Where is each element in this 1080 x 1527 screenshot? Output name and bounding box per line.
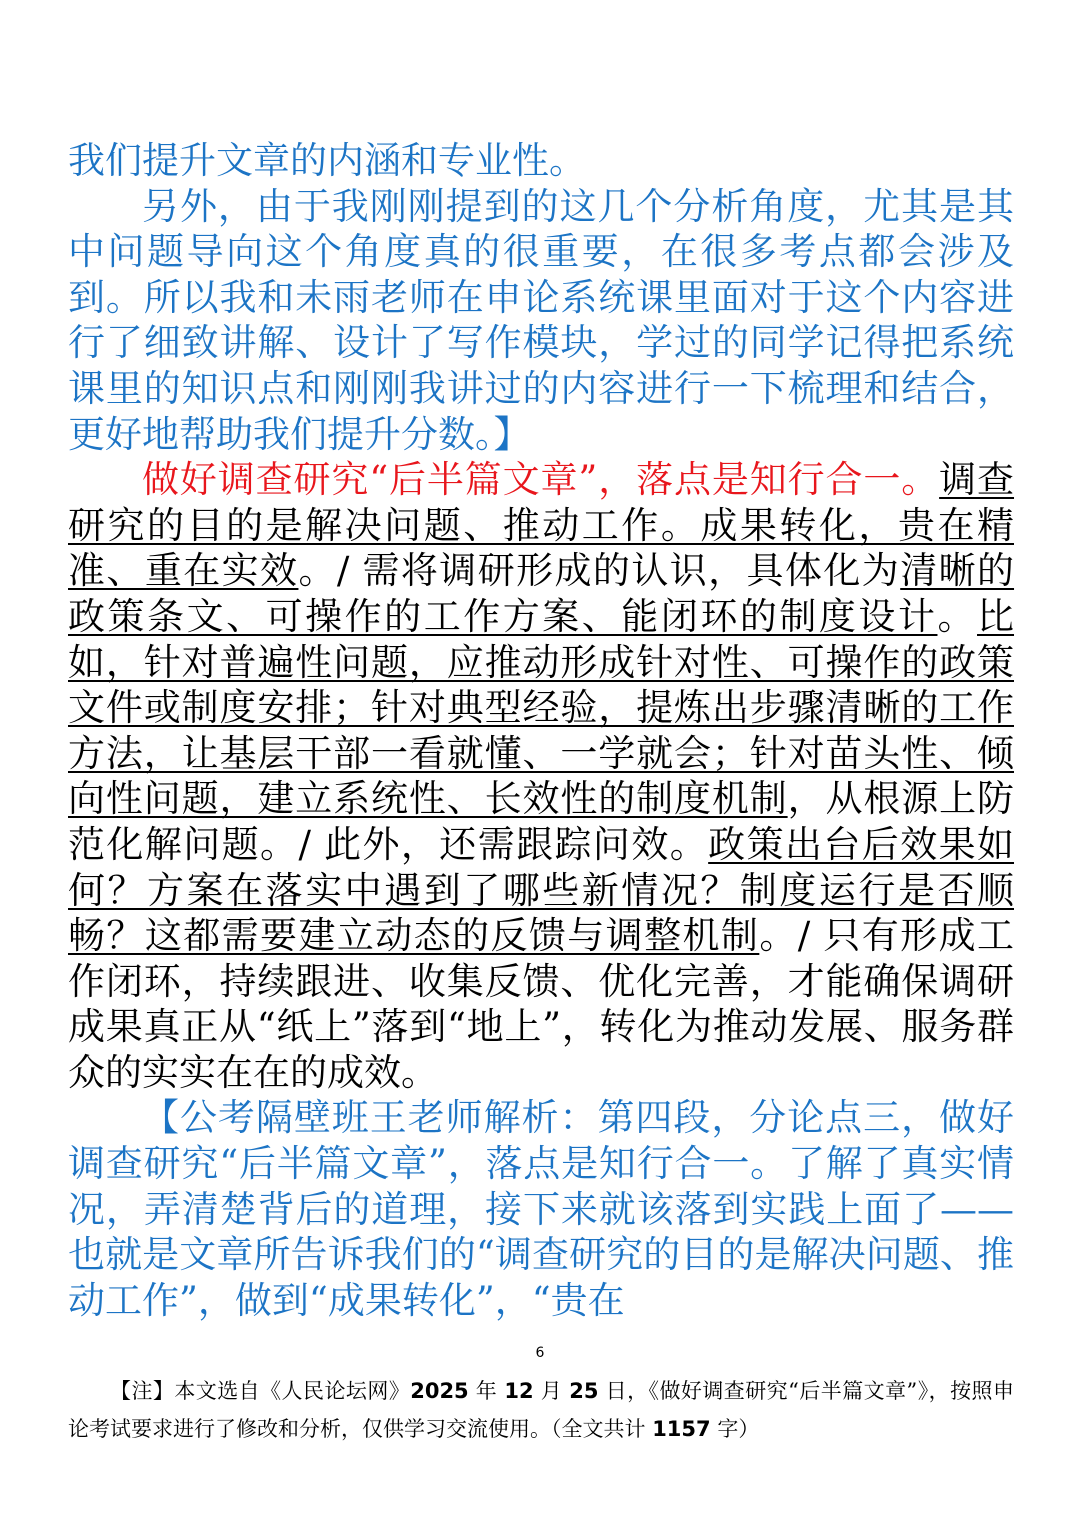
footnote-part-2: 年 xyxy=(468,1379,505,1403)
footnote-part-1: 【注】本文选自《人民论坛网》 xyxy=(110,1379,411,1403)
underlined-sentence-3: 比如，针对普遍性问题，应推动形成针对性、可操作的政策文件或制度安排；针对典型经验，提炼出步骤清晰的工作方法，让基层干部一看就懂、一学就会；针对苗头性、倾向性问题，建立系统性、长效性的制度机制 xyxy=(68,594,1015,821)
plain-text-2: 。 xyxy=(937,594,978,638)
article-paragraph-4 xyxy=(68,457,1014,1095)
page-number: 6 xyxy=(535,1345,545,1361)
footnote-year: 2025 xyxy=(410,1379,469,1403)
article-body xyxy=(68,138,1014,1323)
analysis-paragraph xyxy=(68,1095,1014,1323)
footnote-part-4: 日，《做好调查研究“后半篇文章”》，按照申论考试要求进行了修改和分析，仅供学习交流使用。（全文共计 xyxy=(68,1379,1014,1441)
footnote-text xyxy=(68,1372,1014,1448)
analysis-text: 【公考隔壁班王老师解析：第四段，分论点三，做好调查研究“后半篇文章”，落点是知行合一。了解了真实情况，弄清楚背后的道理，接下来就该落到实践上面了——也就是文章所告诉我们的“调查研究的目的是解决问题、推动工作”，做到“成果转化”，“贵在 xyxy=(68,1096,1014,1322)
underlined-sentence-4: 政策出台后效果如何？方案在落实中遇到了哪些新情况？制度运行是否顺畅？这都需要建立动态的反馈与调整机制 xyxy=(68,822,1015,958)
footnote-part-5: 字） xyxy=(710,1417,760,1441)
subpoint-heading: 做好调查研究“后半篇文章”，落点是知行合一。 xyxy=(142,458,940,502)
footnote-part-3: 月 xyxy=(533,1379,570,1403)
commentary-paragraph xyxy=(68,184,1014,458)
footnote-month: 12 xyxy=(504,1379,534,1403)
footnote-day: 25 xyxy=(569,1379,599,1403)
underlined-sentence-2: 清晰的政策条文、可操作的工作方案、能闭环的制度设计 xyxy=(68,549,1015,638)
plain-text-4: 。/ 只有形成工作闭环，持续跟进、收集反馈、优化完善，才能确保调研成果真正从“纸上”落到“地上”，转化为推动发展、服务群众的实实在在的成效。 xyxy=(68,914,1014,1094)
plain-text-3: ，从根源上防范化解问题。/ 此外，还需跟踪问效。 xyxy=(68,777,1014,866)
commentary-text: 另外，由于我刚刚提到的这几个分析角度，尤其是其中问题导向这个角度真的很重要，在很多考点都会涉及到。所以我和未雨老师在申论系统课里面对于这个内容进行了细致讲解、设计了写作模块，学过的同学记得把系统课里的知识点和刚刚我讲过的内容进行一下梳理和结合，更好地帮助我们提升分数。】 xyxy=(68,184,1014,456)
plain-text-1: 。/ 需将调研形成的认识，具体化为 xyxy=(298,549,901,593)
footnote-count: 1157 xyxy=(652,1417,711,1441)
commentary-continuation-text: 我们提升文章的内涵和专业性。 xyxy=(68,139,586,182)
footnote xyxy=(68,1372,1014,1448)
commentary-continuation xyxy=(68,138,1014,184)
underlined-sentence-1: 调查研究的目的是解决问题、推动工作。成果转化，贵在精准、重在实效 xyxy=(68,458,1015,593)
